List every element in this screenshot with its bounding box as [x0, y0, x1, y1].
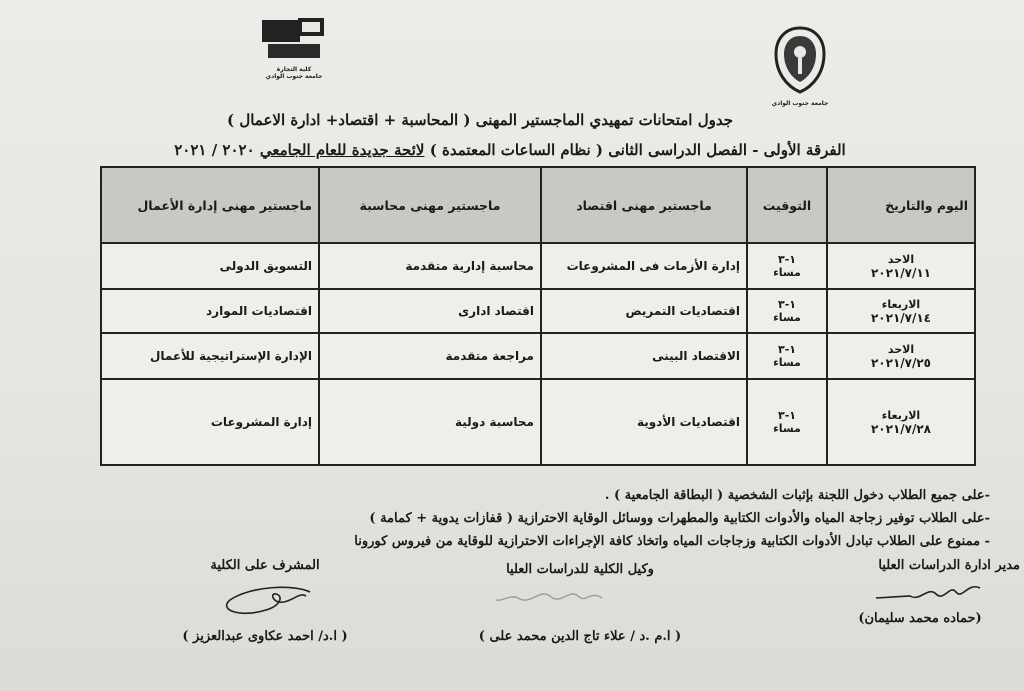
time-cell: [747, 333, 827, 379]
faculty-logo-subcaption: جامعة جنوب الوادي: [265, 73, 323, 80]
signer-role: المشرف على الكلية: [210, 558, 320, 573]
time-cell: [747, 243, 827, 289]
day-date-cell: [827, 289, 975, 333]
handwritten-signature: [210, 582, 320, 622]
instruction-item: -على الطلاب توفير زجاجة المياه والأدوات الكتابية والمطهرات ووسائل الوقاية الاحترازية ( قفازات يدوية + كمامة ): [369, 511, 990, 526]
time-period: مساء: [773, 422, 801, 435]
university-seal: [770, 24, 830, 106]
accounting-subject: محاسبة دولية: [319, 379, 541, 465]
date: ٢٠٢١/٧/١١: [870, 265, 932, 280]
subtitle-part: الفرقة الأولى - الفصل الدراسى الثانى ( نظام الساعات المعتمدة ): [424, 141, 846, 159]
instruction-item: - ممنوع على الطلاب تبادل الأدوات الكتابية وزجاجات المياه واتخاذ كافة الإجراءات الاحترازية للوقاية من فيروس كورونا: [354, 534, 990, 549]
time-range: ١-٣: [777, 298, 796, 311]
time-cell: [747, 379, 827, 465]
time-range: ١-٣: [777, 253, 796, 266]
faculty-logo-caption: كلية التجارة: [276, 66, 312, 73]
economics-subject: اقتصاديات الأدوية: [541, 379, 747, 465]
accounting-subject: مراجعة متقدمة: [319, 333, 541, 379]
signer-name: ( ا.م .د / علاء تاج الدين محمد على ): [478, 629, 682, 644]
signer-name: ( ا.د/ احمد عكاوى عبدالعزيز ): [182, 629, 348, 644]
faculty-logo: [258, 16, 330, 80]
business-subject: إدارة المشروعات: [101, 379, 319, 465]
table-row: [101, 379, 975, 465]
signature-vice-dean: [450, 562, 710, 644]
handwritten-signature: [490, 584, 610, 614]
day-date-cell: [827, 333, 975, 379]
time-range: ١-٣: [777, 409, 796, 422]
header-time: التوقيت: [747, 167, 827, 243]
instructions-list: [110, 484, 990, 553]
business-subject: اقتصاديات الموارد: [101, 289, 319, 333]
document-subtitle: [150, 141, 870, 159]
day: الاربعاء: [881, 297, 921, 311]
table-row: [101, 333, 975, 379]
header-accounting: ماجستير مهنى محاسبة: [319, 167, 541, 243]
date: ٢٠٢١/٧/١٤: [870, 310, 932, 325]
time-cell: [747, 289, 827, 333]
time-period: مساء: [773, 356, 801, 369]
economics-subject: الاقتصاد البينى: [541, 333, 747, 379]
business-subject: الإدارة الإستراتيجية للأعمال: [101, 333, 319, 379]
university-seal-caption: جامعة جنوب الوادي: [771, 100, 829, 107]
time-range: ١-٣: [777, 343, 796, 356]
signer-role: مدير ادارة الدراسات العليا: [878, 558, 1020, 573]
signature-faculty-supervisor: [150, 558, 380, 644]
date: ٢٠٢١/٧/٢٥: [870, 355, 932, 370]
faculty-logo-icon: [258, 16, 330, 62]
day-date-cell: [827, 243, 975, 289]
signer-role: وكيل الكلية للدراسات العليا: [506, 562, 654, 577]
table-row: [101, 243, 975, 289]
subtitle-underlined: لائحة جديدة للعام الجامعي: [259, 141, 425, 159]
exam-schedule-table: [100, 166, 976, 466]
day-date-cell: [827, 379, 975, 465]
table-header-row: [101, 167, 975, 243]
instruction-item: -على جميع الطلاب دخول اللجنة بإثبات الشخصية ( البطاقة الجامعية ) .: [604, 488, 990, 503]
time-period: مساء: [773, 311, 801, 324]
header-economics: ماجستير مهنى اقتصاد: [541, 167, 747, 243]
economics-subject: إدارة الأزمات فى المشروعات: [541, 243, 747, 289]
university-seal-icon: [770, 24, 830, 96]
table-row: [101, 289, 975, 333]
handwritten-signature: [870, 578, 990, 612]
signature-graduate-studies-director: [820, 558, 1020, 626]
signer-name: (حماده محمد سليمان): [858, 611, 982, 626]
day: الاحد: [887, 252, 915, 266]
document-title: جدول امتحانات تمهيدي الماجستير المهنى ( المحاسبة + اقتصاد+ ادارة الاعمال ): [227, 111, 733, 129]
subtitle-year: ٢٠٢٠ / ٢٠٢١: [174, 141, 260, 159]
day: الاربعاء: [881, 408, 921, 422]
header-business: ماجستير مهنى إدارة الأعمال: [101, 167, 319, 243]
accounting-subject: اقتصاد ادارى: [319, 289, 541, 333]
business-subject: التسويق الدولى: [101, 243, 319, 289]
date: ٢٠٢١/٧/٢٨: [870, 421, 932, 436]
header-day-date: اليوم والتاريخ: [827, 167, 975, 243]
accounting-subject: محاسبة إدارية متقدمة: [319, 243, 541, 289]
economics-subject: اقتصاديات التمريض: [541, 289, 747, 333]
time-period: مساء: [773, 266, 801, 279]
day: الاحد: [887, 342, 915, 356]
